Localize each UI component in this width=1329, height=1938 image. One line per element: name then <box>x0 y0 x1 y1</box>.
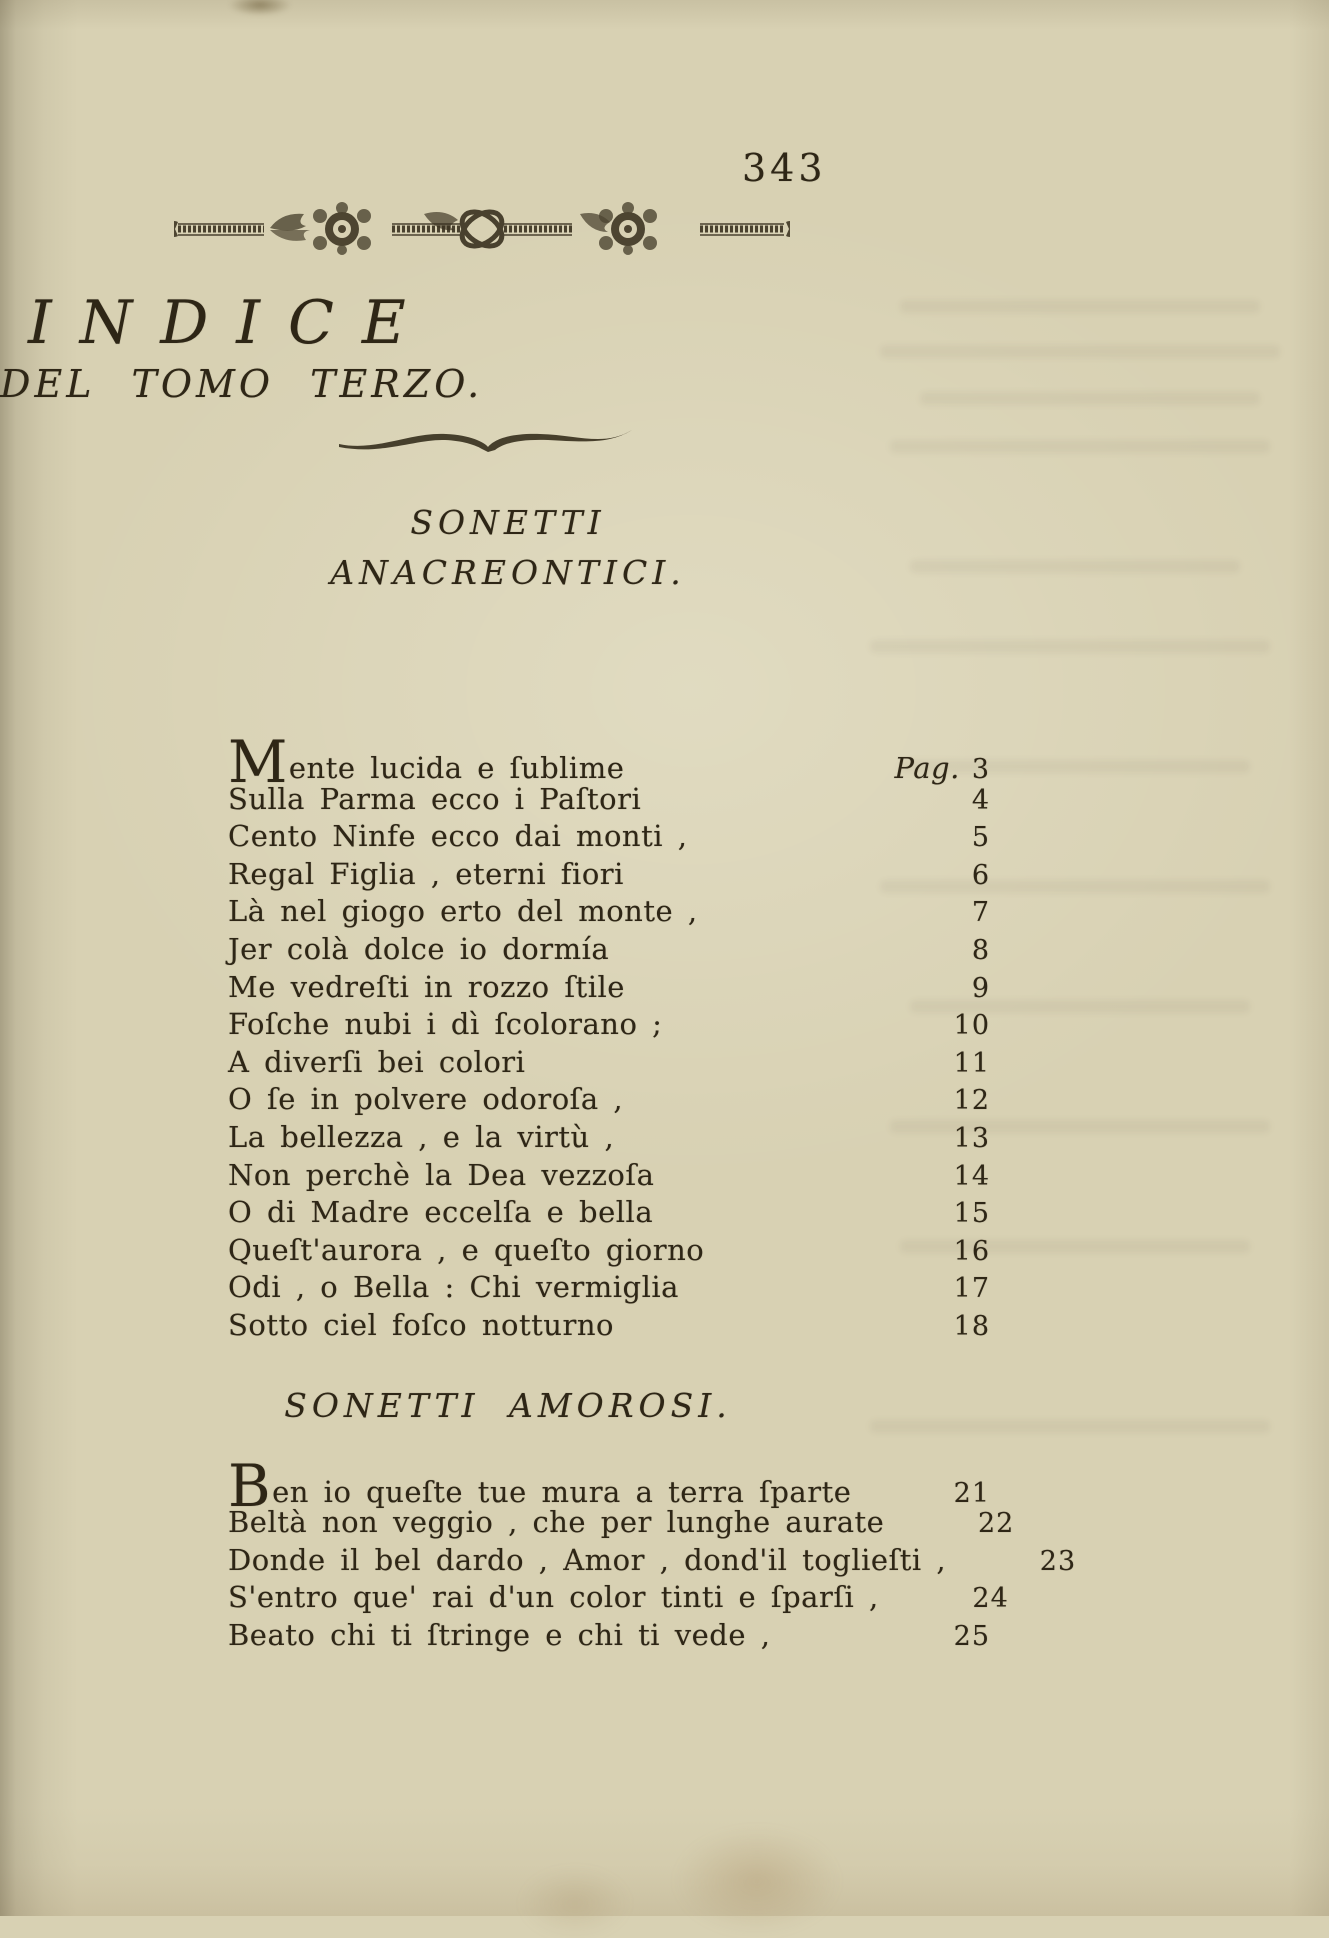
entry-title: Beato chi ti ſtringe e chi ti vede , <box>228 1617 771 1652</box>
entry-page-cell <box>860 894 990 932</box>
entry-page-cell <box>860 1618 990 1656</box>
entry-title: Regal Figlia , eterni fiori <box>228 856 624 891</box>
index-entry <box>228 969 990 1007</box>
index-entry <box>228 1542 1077 1580</box>
index-entry <box>228 1504 1015 1542</box>
entry-page-number: 22 <box>977 1508 1015 1540</box>
index-entry <box>228 1119 990 1157</box>
index-entry <box>228 856 990 894</box>
entry-title: Odi , o Bella : Chi vermiglia <box>228 1270 679 1305</box>
drop-cap-initial: B <box>228 1451 272 1520</box>
index-entry <box>228 1617 990 1655</box>
entry-title: S'entro que' rai d'un color tinti e ſparſi , <box>228 1580 879 1615</box>
folio-page-number: 343 <box>742 146 827 190</box>
entry-page-cell <box>860 1007 990 1045</box>
paper-stain <box>672 1826 842 1936</box>
page-column-label: Pag. <box>894 751 960 785</box>
entry-page-cell <box>884 1505 1014 1543</box>
floral-headpiece-ornament <box>174 202 790 256</box>
entry-title: O di Madre eccelſa e bella <box>228 1195 654 1230</box>
paper-stain <box>520 1868 630 1938</box>
entry-page-cell <box>860 1082 990 1120</box>
index-entry <box>228 1006 990 1044</box>
entry-page-cell <box>860 1158 990 1196</box>
entry-page-cell <box>860 1233 990 1271</box>
entry-page-cell <box>946 1543 1076 1581</box>
index-entry <box>228 1157 990 1195</box>
entry-page-cell <box>860 782 990 820</box>
index-subtitle: DEL TOMO TERZO. <box>0 362 484 406</box>
entry-page-number: 12 <box>953 1085 990 1117</box>
entry-page-number: 10 <box>953 1010 990 1042</box>
swash-divider <box>338 420 634 454</box>
entry-page-cell <box>860 932 990 970</box>
index-section <box>228 498 990 1345</box>
entry-page-number: 8 <box>971 934 990 966</box>
section-heading: SONETTI ANACREONTICI. <box>330 503 686 592</box>
entry-list <box>228 1451 1077 1655</box>
index-entry <box>228 781 990 819</box>
entry-title: Cento Ninfe ecco dai monti , <box>228 819 688 854</box>
entry-title: Sotto ciel foſco notturno <box>228 1307 614 1342</box>
entry-page-cell <box>860 857 990 895</box>
bleed-through-smudge <box>890 440 1270 453</box>
index-entry <box>228 1044 990 1082</box>
entry-page-number: 5 <box>971 822 990 854</box>
entry-page-number: 6 <box>971 859 990 891</box>
index-sections <box>228 498 1077 1654</box>
entry-page-cell <box>860 1195 990 1233</box>
entry-title: Queſt'aurora , e queſto giorno <box>228 1232 705 1267</box>
entry-title: Sulla Parma ecco i Paſtori <box>228 781 642 816</box>
index-entry <box>228 893 990 931</box>
entry-title: Ben io queſte tue mura a terra ſparte <box>228 1451 852 1520</box>
index-entry <box>228 1579 1009 1617</box>
index-entry <box>228 728 990 796</box>
entry-page-cell <box>860 1308 990 1346</box>
entry-page-cell <box>860 1045 990 1083</box>
index-entry <box>228 1307 990 1345</box>
index-title: INDICE <box>28 288 434 358</box>
entry-page-number: 15 <box>953 1198 990 1230</box>
entry-title: Là nel giogo erto del monte , <box>228 894 698 929</box>
index-entry <box>228 1269 990 1307</box>
entry-title: Non perchè la Dea vezzoſa <box>228 1157 655 1192</box>
index-entry <box>228 1451 990 1520</box>
entry-page-number: 25 <box>953 1620 990 1652</box>
entry-page-number: 11 <box>953 1047 990 1079</box>
entry-page-number: 16 <box>953 1235 990 1267</box>
entry-page-number: 21 <box>953 1477 990 1509</box>
ink-smudge <box>228 0 292 16</box>
entry-title: Jer colà dolce io dormía <box>228 931 610 966</box>
index-section <box>228 1381 1077 1655</box>
index-entry <box>228 1232 990 1270</box>
entry-title: A diverſi bei colori <box>228 1044 526 1079</box>
entry-page-number: 18 <box>953 1310 990 1342</box>
drop-cap-initial: M <box>228 728 288 796</box>
entry-page-cell <box>879 1580 1009 1618</box>
entry-page-cell <box>860 819 990 857</box>
entry-title: Beltà non veggio , che per lunghe aurate <box>228 1505 885 1540</box>
entry-page-cell <box>860 1120 990 1158</box>
index-entry <box>228 1081 990 1119</box>
entry-page-number: 24 <box>972 1583 1009 1615</box>
entry-page-cell <box>860 1270 990 1308</box>
entry-page-number: 4 <box>971 784 990 816</box>
index-entry <box>228 1194 990 1232</box>
index-entry <box>228 931 990 969</box>
entry-page-number: 3 <box>971 754 990 785</box>
entry-page-number: 7 <box>971 897 990 929</box>
entry-title: Donde il bel dardo , Amor , dond'il toglieſti , <box>228 1542 947 1577</box>
entry-title: O ſe in polvere odoroſa , <box>228 1082 624 1117</box>
entry-page-cell <box>860 970 990 1008</box>
entry-title: Mente lucida e ſublime <box>228 728 625 796</box>
entry-page-number: 23 <box>1039 1545 1077 1577</box>
entry-page-number: 13 <box>953 1122 990 1154</box>
entry-page-number: 14 <box>953 1160 990 1192</box>
entry-title: Foſche nubi i dì ſcolorano ; <box>228 1007 663 1042</box>
entry-page-number: 9 <box>971 972 990 1004</box>
entry-page-number: 17 <box>953 1273 990 1305</box>
entry-title: Me vedreſti in rozzo ſtile <box>228 969 625 1004</box>
entry-title: La bellezza , e la virtù , <box>228 1119 615 1154</box>
entry-list <box>228 728 990 1345</box>
index-entry <box>228 818 990 856</box>
section-heading: SONETTI AMOROSI. <box>284 1385 732 1425</box>
